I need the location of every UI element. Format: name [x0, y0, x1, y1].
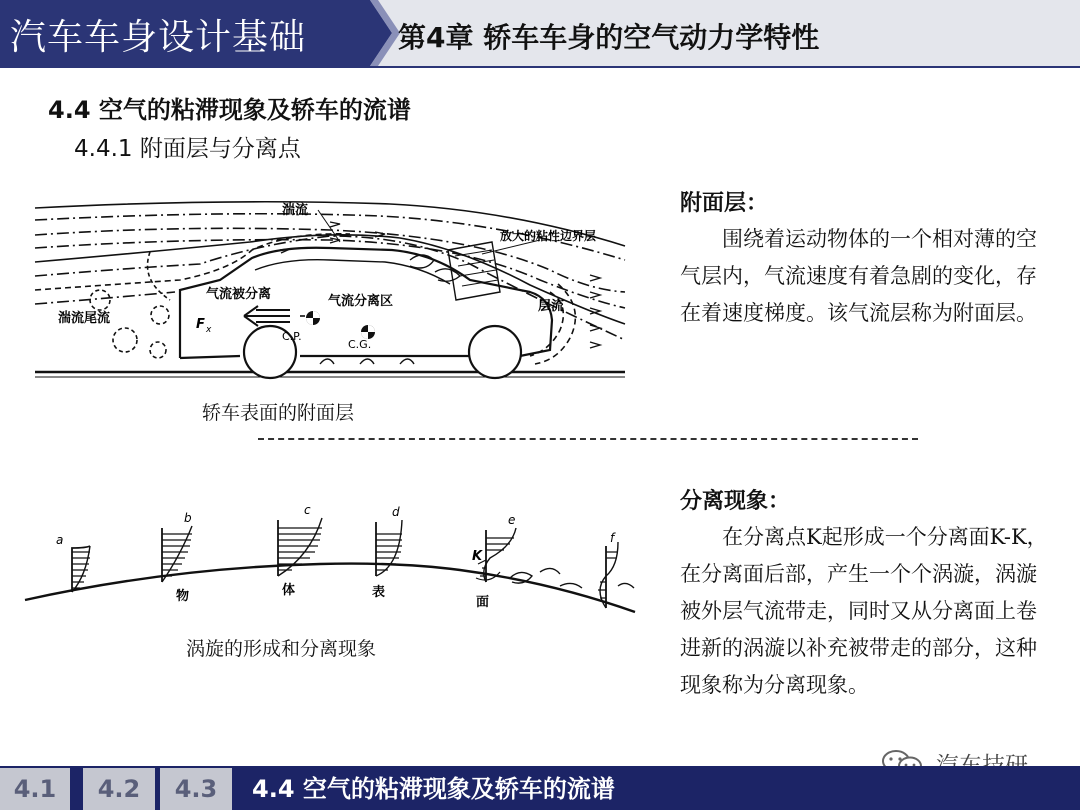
label-force: F [196, 317, 205, 332]
footer-active-tab[interactable]: 4.4 空气的粘滞现象及轿车的流谱 [252, 775, 615, 803]
label-enlarged-boundary-layer: 放大的粘性边界层 [500, 229, 597, 243]
profile-letter-a: a [56, 533, 64, 547]
drag-force-arrow [244, 306, 290, 326]
chapter-title: 第4章 轿车车身的空气动力学特性 [398, 21, 820, 54]
label-separated-flow: 气流被分离 [206, 287, 272, 302]
section-title: 4.4 空气的粘滞现象及轿车的流谱 [48, 96, 411, 124]
label-force-subscript: x [206, 325, 212, 335]
separation-body: 在分离点K起形成一个分离面K-K，在分离面后部，产生一个个涡漩，涡漩被外层气流带走，同时又从分离面上卷进新的涡漩以补充被带走的部分，这种现象称为分离现象。 [680, 525, 1048, 697]
surface-char-2: 体 [282, 583, 296, 598]
course-title: 汽车车身设计基础 [10, 17, 307, 58]
header-underline [0, 66, 1080, 68]
boundary-layer-body: 围绕着运动物体的一个相对薄的空气层内，气流速度有着急剧的变化，存在着速度梯度。该气流层称为附面层。 [680, 227, 1037, 325]
label-laminar: 层流 [538, 299, 565, 314]
profile-letter-f: f [610, 531, 615, 545]
figure1-caption: 轿车表面的附面层 [202, 402, 355, 424]
body-surface [25, 564, 635, 612]
footer-tab-4-1[interactable]: 4.1 [0, 768, 70, 810]
figure2-caption: 涡旋的形成和分离现象 [186, 638, 377, 660]
dash-dot-divider [258, 438, 918, 440]
front-wheel [469, 326, 521, 378]
surface-char-3: 表 [372, 585, 386, 600]
separation-point-k: K [472, 549, 483, 564]
separation-figure [20, 500, 640, 620]
header-bar [0, 0, 1080, 66]
footer-tab-4-3[interactable]: 4.3 [160, 768, 232, 810]
car-boundary-layer-figure [30, 180, 630, 385]
boundary-layer-heading: 附面层： [680, 190, 769, 216]
surface-char-1: 物 [176, 589, 190, 604]
label-turbulence: 湍流 [282, 203, 309, 218]
profile-letter-d: d [392, 505, 400, 519]
boundary-layer-definition [680, 186, 1050, 332]
center-of-pressure-marker [306, 311, 320, 325]
course-title-banner [0, 0, 400, 66]
surface-char-4: 面 [476, 595, 490, 610]
profile-letter-e: e [508, 513, 516, 527]
label-turbulent-wake: 湍流尾流 [58, 311, 111, 326]
center-of-gravity-marker [361, 325, 375, 339]
profile-letter-c: c [304, 503, 311, 517]
label-cp: C.P. [282, 330, 302, 343]
label-cg: C.G. [348, 338, 372, 351]
subsection-title: 4.4.1 附面层与分离点 [74, 136, 301, 162]
profile-letter-b: b [184, 511, 192, 525]
label-separation-zone: 气流分离区 [328, 294, 394, 309]
footer-tab-4-2[interactable]: 4.2 [83, 768, 155, 810]
separation-heading: 分离现象： [680, 488, 791, 514]
separation-definition [680, 484, 1050, 704]
